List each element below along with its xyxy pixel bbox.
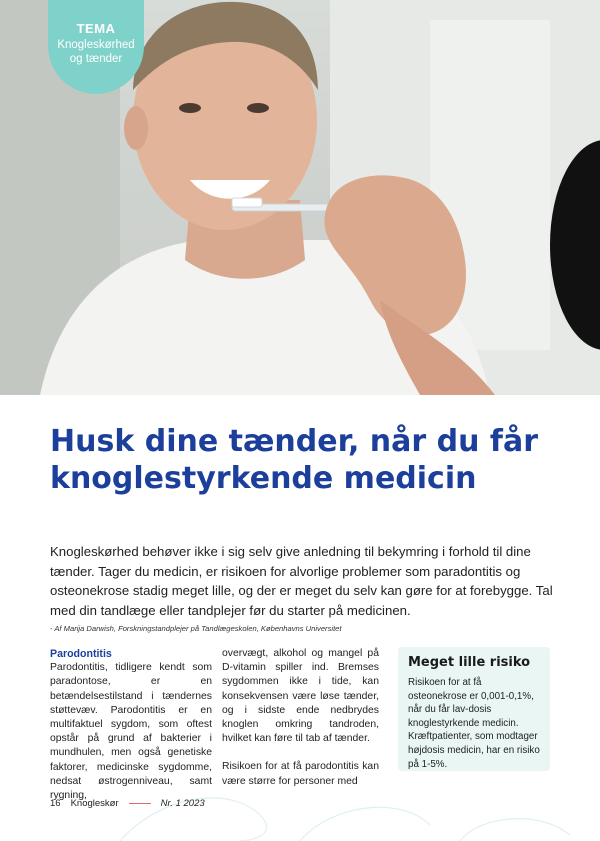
footer-divider xyxy=(129,803,151,804)
theme-label: TEMA xyxy=(76,21,116,36)
sidebar-text: Risikoen for at få osteonekrose er 0,001-0,1%, når du får lav-dosis knoglestyrkende medicin. Kræftpatienter, som modtager højdosis medicin, har en risiko på 1-5%. xyxy=(408,677,540,770)
column-2-paragraph-2: Risikoen for at få parodontitis kan være større for personer med xyxy=(222,761,379,787)
column-1-text: Parodontitis, tidligere kendt som paradontose, er en betændelsestilstand i tændernes støttevæv. Parodontitis er en multifaktuel sygdom, som oftest opstår på grund af bakterier i mundhulen, men også genetiske faktorer, medicinske sygdomme, nedsat østrogenniveau, samt rygning, xyxy=(50,662,212,802)
sidebar-heading: Meget lille risiko xyxy=(408,655,531,670)
page-number: 16 xyxy=(50,798,61,809)
issue-number: Nr. 1 2023 xyxy=(160,798,205,809)
article-title: Husk dine tænder, når du får knoglestyrkende medicin xyxy=(50,424,539,496)
page-footer xyxy=(50,798,205,809)
theme-badge xyxy=(48,0,144,94)
hero-photo xyxy=(0,0,600,395)
column-2-paragraph-1: overvægt, alkohol og mangel på D-vitamin spiller ind. Bremses sygdommen ikke i tide, kan konsekvensen være løse tænder, og i sidste ende nedbrydes knoglen omkring tandroden, hvilket kan føre til tab af tænder. xyxy=(222,648,379,745)
section-subheading: Parodontitis xyxy=(50,648,112,660)
sidebar-fact-box xyxy=(398,647,550,771)
magazine-name: Knogleskør xyxy=(70,798,119,809)
author-byline: - Af Marija Darwish, Forskningstandplejer på Tandlægeskolen, Københavns Universitet xyxy=(50,624,342,633)
article-intro: Knogleskørhed behøver ikke i sig selv give anledning til bekymring i forhold til dine tænder. Tager du medicin, er risikoen for alvorlige problemer som paradontitis og osteonekrose stadig meget lille, og der er meget du selv kan gøre for at forebygge. Tal med din tandlæge eller tandplejer før du starter på medicinen. xyxy=(50,544,553,618)
theme-topic: Knogleskørhed og tænder xyxy=(57,39,135,65)
